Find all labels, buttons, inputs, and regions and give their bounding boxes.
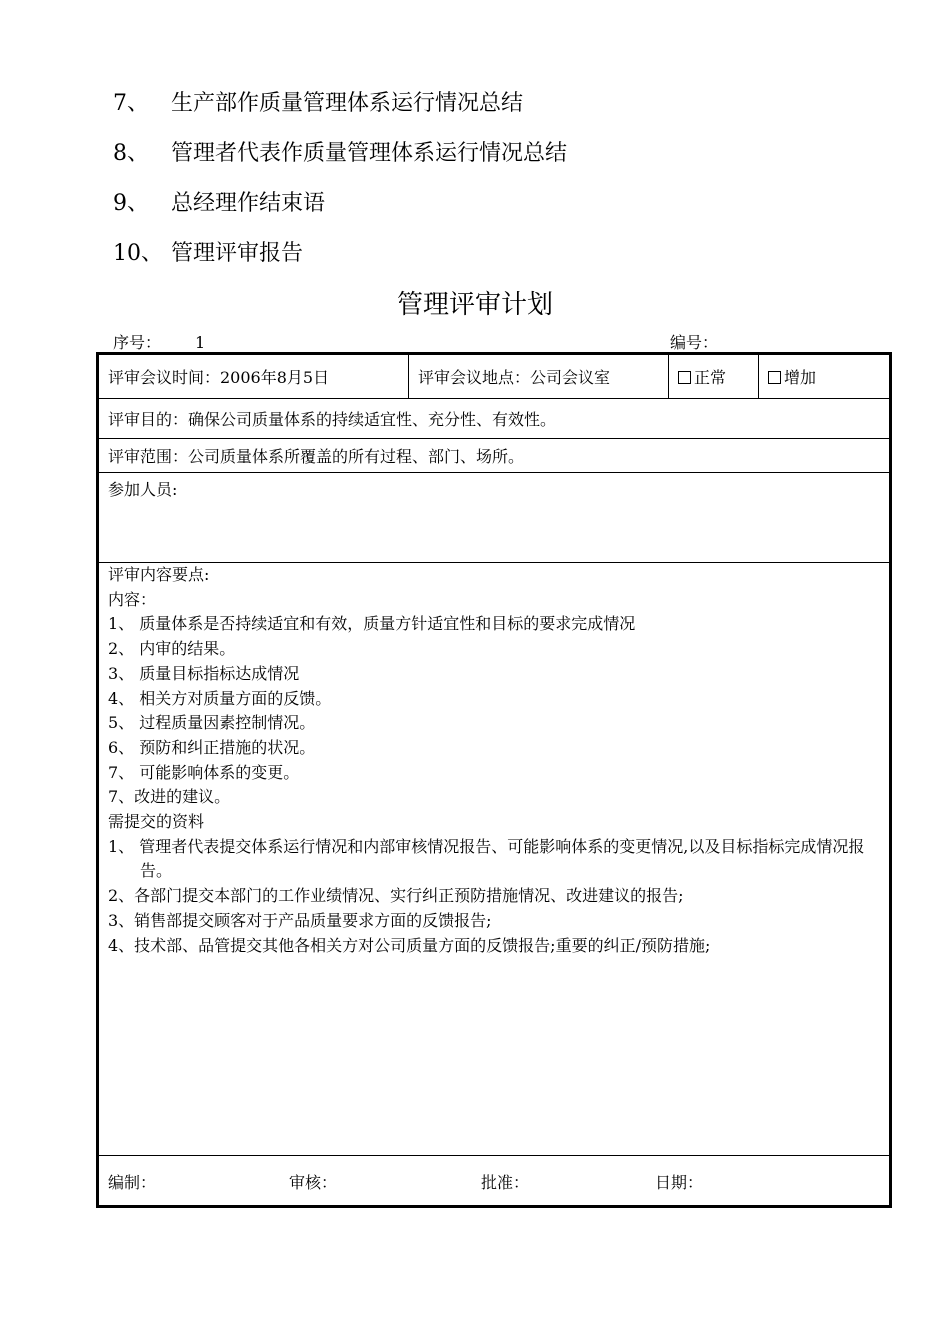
content-title: 评审内容要点: — [108, 565, 210, 584]
agenda-number: 8、 — [113, 141, 149, 166]
participants-label: 参加人员: — [108, 480, 178, 499]
form-row-scope — [99, 439, 889, 473]
document-title: 管理评审计划 — [396, 290, 553, 320]
materials-title: 需提交的资料 — [108, 812, 205, 832]
code-label: 编号： — [670, 333, 719, 352]
content-item: 7、 可能影响体系的变更。 — [108, 762, 300, 782]
agenda-text: 生产部作质量管理体系运行情况总结 — [171, 91, 524, 116]
material-item: 4、技术部、品管提交其他各相关方对公司质量方面的反馈报告;重要的纠正/预防措施; — [108, 935, 711, 955]
form-row-participants — [99, 473, 889, 563]
meeting-location: 评审会议地点：公司会议室 — [408, 355, 668, 398]
review-content — [108, 563, 888, 958]
review-plan-form — [96, 352, 892, 1208]
agenda-list — [113, 86, 567, 286]
content-item: 5、 过程质量因素控制情况。 — [108, 713, 316, 733]
checkbox-icon[interactable] — [678, 371, 691, 384]
serial-value: 1 — [195, 333, 206, 352]
form-row-purpose — [99, 399, 889, 439]
content-item: 1、 质量体系是否持续适宜和有效，质量方针适宜性和目标的要求完成情况 — [108, 614, 636, 634]
content-item: 2、 内审的结果。 — [108, 639, 236, 659]
content-label: 内容： — [108, 589, 157, 609]
normal-label: 正常 — [694, 368, 727, 387]
agenda-text: 管理评审报告 — [171, 241, 304, 266]
review-scope: 评审范围：公司质量体系所覆盖的所有过程、部门、场所。 — [108, 447, 525, 466]
material-item: 1、 管理者代表提交体系运行情况和内部审核情况报告、可能影响体系的变更情况,以及目标指标完成情况报告。 — [108, 836, 865, 881]
agenda-text: 管理者代表作质量管理体系运行情况总结 — [171, 141, 568, 166]
reviewed-by-label: 审核： — [289, 1173, 338, 1192]
material-item: 3、销售部提交顾客对于产品质量要求方面的反馈报告; — [108, 910, 492, 930]
material-item: 2、各部门提交本部门的工作业绩情况、实行纠正预防措施情况、改进建议的报告; — [108, 886, 684, 906]
agenda-item — [113, 86, 567, 136]
approved-by-label: 批准： — [481, 1173, 530, 1192]
agenda-number: 10、 — [113, 241, 163, 266]
serial-label: 序号： — [113, 333, 162, 352]
agenda-item — [113, 136, 567, 186]
add-option[interactable] — [758, 355, 889, 398]
code-number — [670, 330, 718, 353]
checkbox-icon[interactable] — [768, 371, 781, 384]
content-item: 7、改进的建议。 — [108, 787, 231, 807]
form-row-meeting — [99, 355, 889, 399]
agenda-item — [113, 186, 567, 236]
content-item: 4、 相关方对质量方面的反馈。 — [108, 688, 332, 708]
meeting-time: 评审会议时间：2006年8月5日 — [108, 368, 330, 387]
normal-option[interactable] — [668, 355, 758, 398]
prepared-by-label: 编制： — [108, 1173, 157, 1192]
add-label: 增加 — [784, 368, 817, 387]
agenda-item — [113, 236, 567, 286]
agenda-number: 7、 — [113, 91, 149, 116]
agenda-number: 9、 — [113, 191, 149, 216]
content-item: 3、 质量目标指标达成情况 — [108, 663, 300, 683]
serial-number — [113, 330, 205, 353]
review-purpose: 评审目的：确保公司质量体系的持续适宜性、充分性、有效性。 — [108, 410, 557, 429]
agenda-text: 总经理作结束语 — [171, 191, 326, 216]
content-item: 6、 预防和纠正措施的状况。 — [108, 737, 316, 757]
signature-row — [99, 1155, 889, 1203]
date-label: 日期： — [655, 1173, 704, 1192]
